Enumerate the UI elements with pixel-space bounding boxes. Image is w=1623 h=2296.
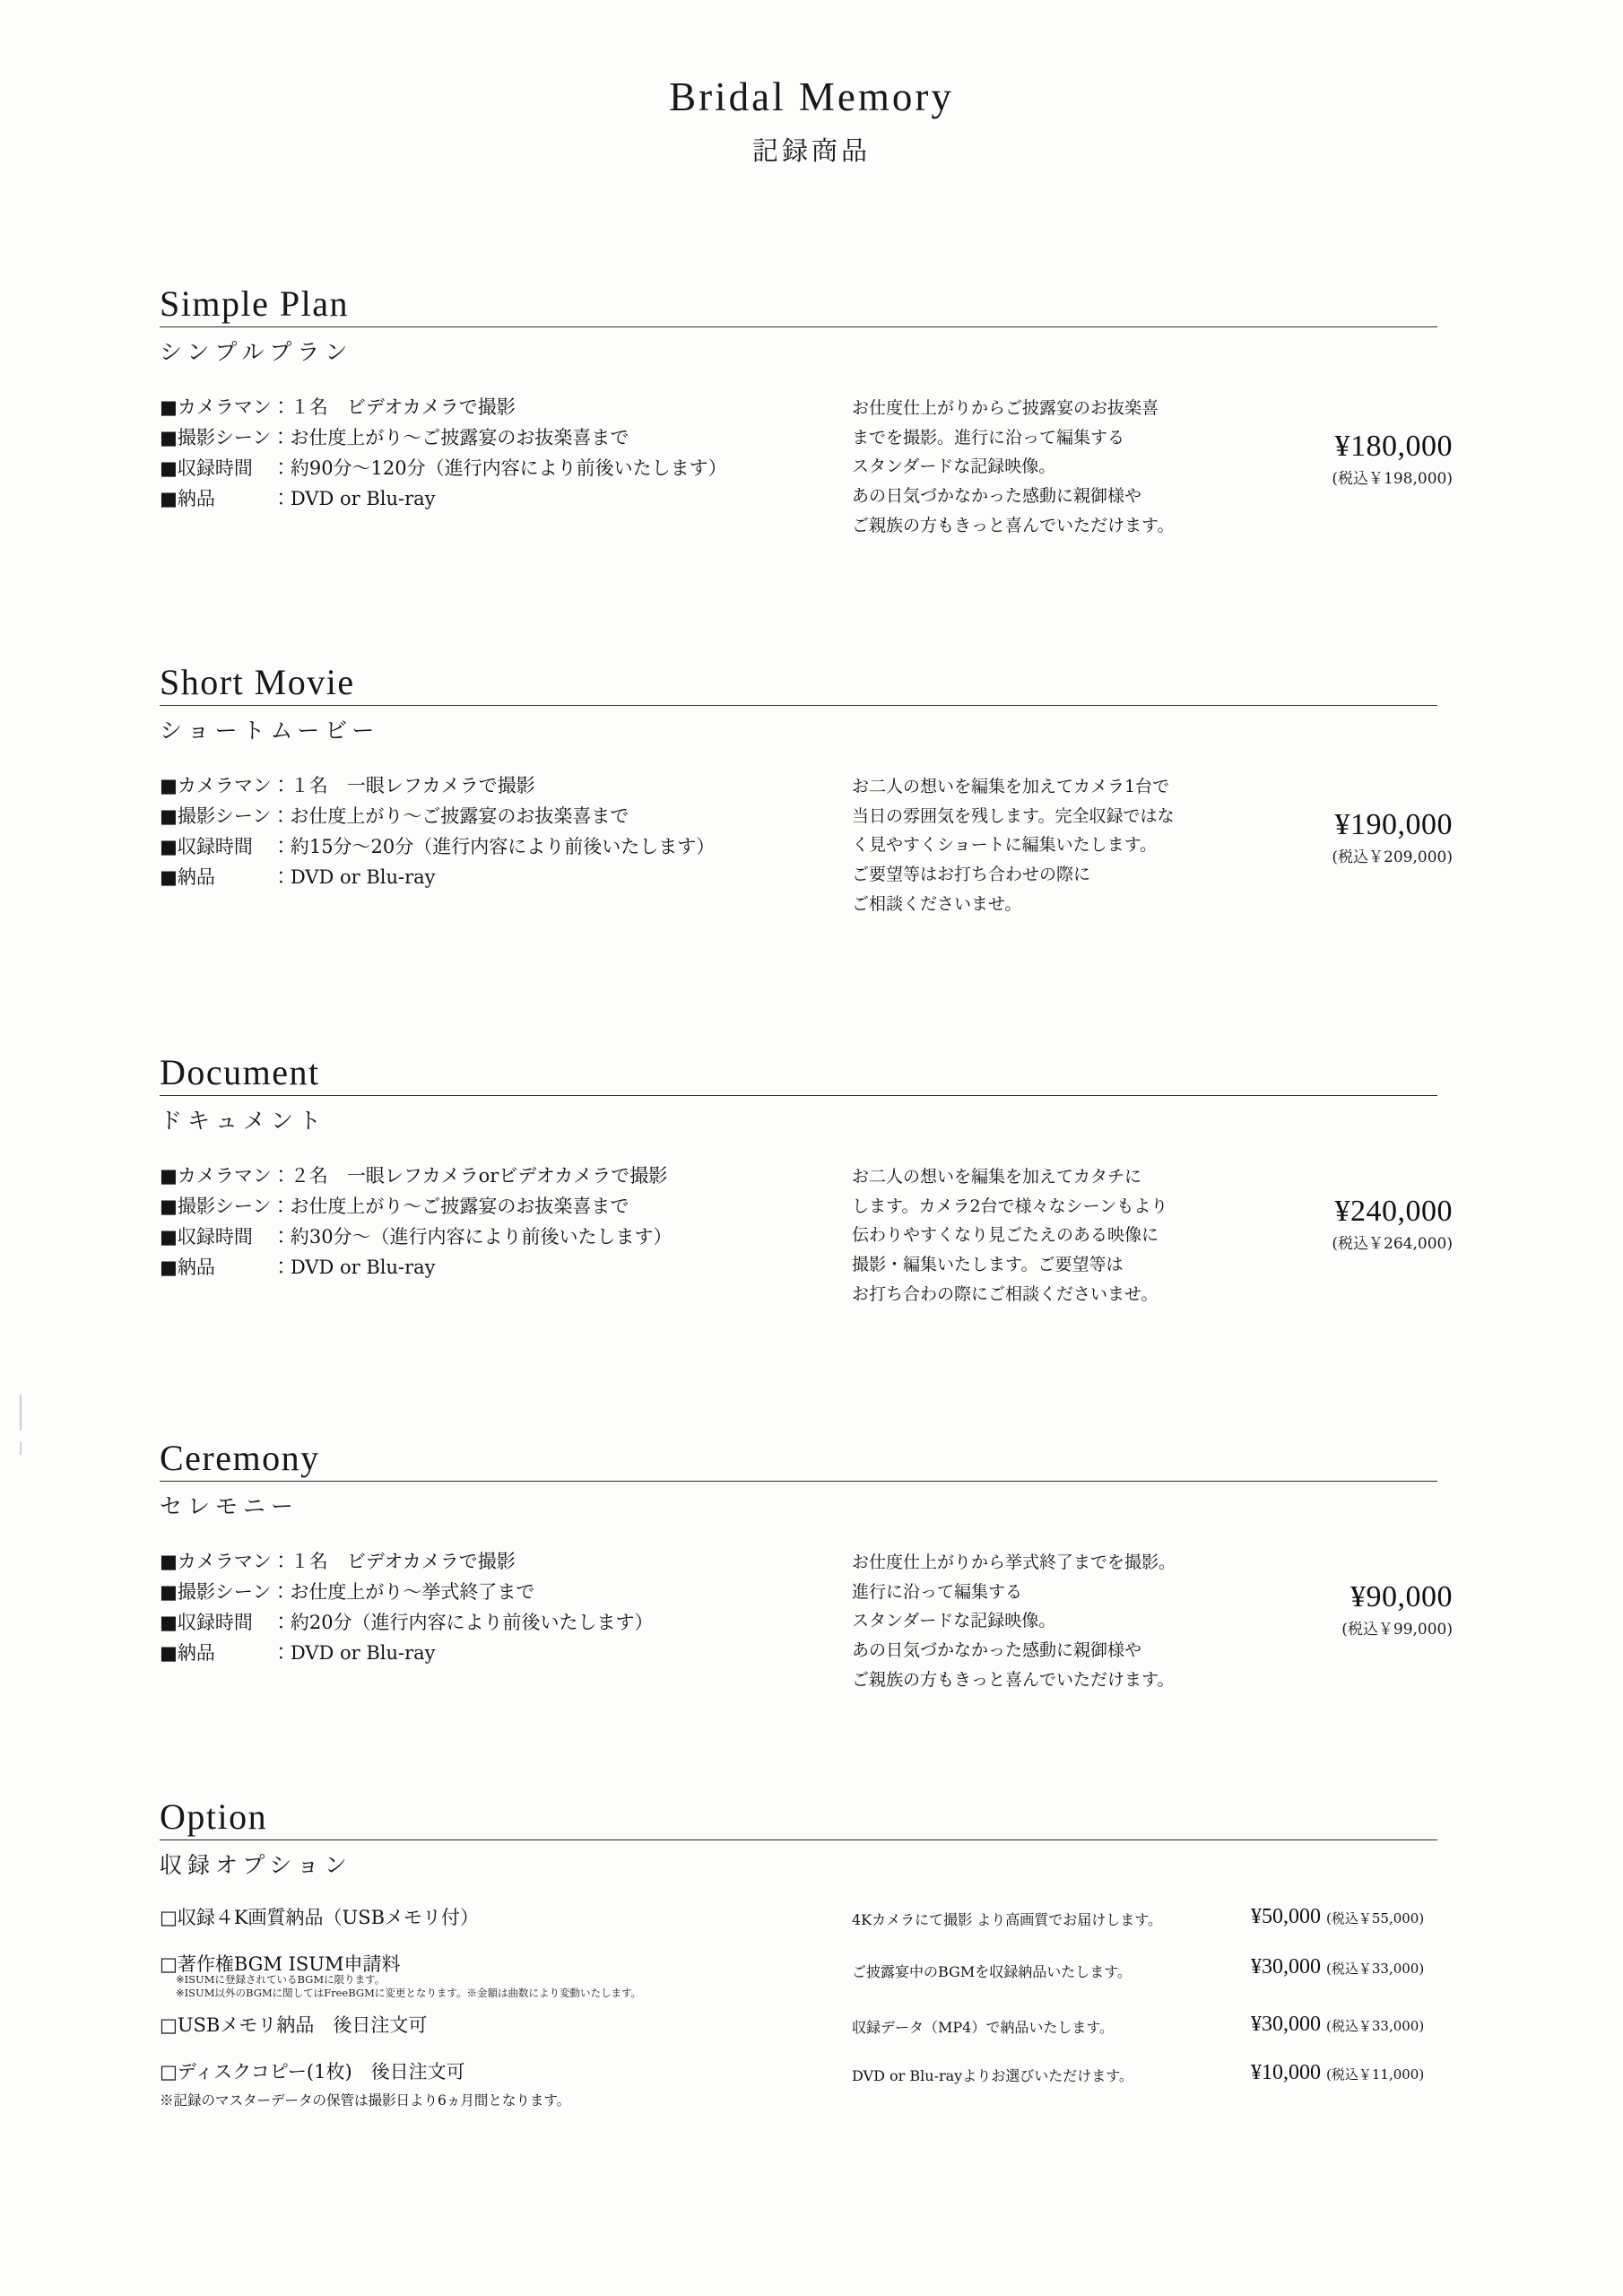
section-divider xyxy=(160,1095,1437,1096)
description-line: お二人の想いを編集を加えてカタチに xyxy=(852,1167,1142,1187)
option-name[interactable]: □USBメモリ納品 後日注文可 xyxy=(160,2014,428,2036)
option-price xyxy=(1251,2013,1424,2037)
spec-list xyxy=(160,1161,841,1283)
section-heading xyxy=(160,1439,1437,1521)
price-amount: ¥180,000 xyxy=(1334,430,1453,463)
price-tax-included: (税込￥198,000) xyxy=(1332,470,1453,488)
option-name[interactable]: □収録４K画質納品（USBメモリ付） xyxy=(160,1907,480,1928)
spec-line: ■撮影シーン：お仕度上がり〜ご披露宴のお抜楽喜まで xyxy=(160,1196,629,1218)
option-price xyxy=(1251,1955,1424,1979)
option-description: 収録データ（MP4）で納品いたします。 xyxy=(852,2019,1115,2036)
section-heading xyxy=(160,1798,1437,1880)
document-header xyxy=(0,0,1623,168)
page-title: Bridal Memory xyxy=(669,74,954,119)
price-block xyxy=(1228,1195,1453,1253)
option-price-tax: (税込￥11,000) xyxy=(1326,2066,1425,2083)
option-price xyxy=(1251,1905,1424,1929)
description-line: お打ち合わの際にご相談くださいませ。 xyxy=(852,1283,1159,1304)
price-block xyxy=(1228,808,1453,866)
price-amount: ¥190,000 xyxy=(1334,808,1453,841)
section-heading xyxy=(160,285,1437,367)
option-price-tax: (税込￥55,000) xyxy=(1326,1910,1425,1926)
spec-line: ■収録時間 ：約15分〜20分（進行内容により前後いたします） xyxy=(160,836,716,858)
description-line: 伝わりやすくなり見ごたえのある映像に xyxy=(852,1225,1159,1246)
section-document xyxy=(0,1054,1623,1331)
scan-edge-mark xyxy=(20,1395,22,1431)
section-title-en: Short Movie xyxy=(160,662,355,702)
description-line: く見やすくショートに編集いたします。 xyxy=(852,835,1158,856)
section-description xyxy=(852,394,1237,540)
price-amount: ¥90,000 xyxy=(1350,1580,1453,1613)
section-option xyxy=(0,1796,1623,2109)
option-price xyxy=(1251,2061,1424,2085)
option-rows xyxy=(0,1903,1623,2109)
description-line: ご親族の方もきっと喜んでいただけます。 xyxy=(852,1669,1175,1690)
spec-list xyxy=(160,770,841,892)
spec-line: ■カメラマン：１名 一眼レフカメラで撮影 xyxy=(160,775,535,796)
price-block xyxy=(1228,1580,1453,1639)
spec-line: ■納品 ：DVD or Blu-ray xyxy=(160,1642,436,1665)
section-body xyxy=(0,1161,1623,1331)
option-name[interactable]: □ディスクコピー(1枚) 後日注文可 xyxy=(160,2061,465,2083)
spec-line: ■カメラマン：２名 一眼レフカメラorビデオカメラで撮影 xyxy=(160,1165,668,1187)
description-line: スタンダードな記録映像。 xyxy=(852,457,1056,477)
option-row[interactable] xyxy=(0,1903,1623,1950)
option-note: ※ISUM以外のBGMに関してはFreeBGMに変更となります。※金額は曲数により変動いたします。 xyxy=(176,1987,642,1999)
description-line: お仕度仕上がりからご披露宴のお抜楽喜 xyxy=(852,398,1159,418)
section-divider xyxy=(160,326,1437,327)
section-body xyxy=(0,392,1623,562)
section-title-jp: 収録オプション xyxy=(160,1852,352,1878)
spec-line: ■撮影シーン：お仕度上がり〜ご披露宴のお抜楽喜まで xyxy=(160,805,629,828)
section-body xyxy=(0,1546,1623,1717)
description-line: ご相談くださいませ。 xyxy=(852,893,1022,914)
section-heading xyxy=(160,1054,1437,1135)
spec-list xyxy=(160,1546,841,1668)
option-price-tax: (税込￥33,000) xyxy=(1326,2018,1425,2034)
section-title-en: Ceremony xyxy=(160,1438,320,1478)
spec-line: ■収録時間 ：約30分〜（進行内容により前後いたします） xyxy=(160,1226,673,1248)
option-name[interactable]: □著作権BGM ISUM申請料 xyxy=(160,1953,401,1975)
option-price-tax: (税込￥33,000) xyxy=(1326,1961,1425,1977)
description-line: あの日気づかなかった感動に親御様や xyxy=(852,486,1142,507)
price-tax-included: (税込￥99,000) xyxy=(1341,1621,1453,1639)
spec-line: ■カメラマン：１名 ビデオカメラで撮影 xyxy=(160,396,516,418)
description-line: 当日の雰囲気を残します。完全収録ではな xyxy=(852,805,1175,826)
spec-line: ■撮影シーン：お仕度上がり〜ご披露宴のお抜楽喜まで xyxy=(160,427,629,449)
section-title-en: Document xyxy=(160,1052,320,1092)
section-ceremony xyxy=(0,1439,1623,1717)
option-price-amount: ¥30,000 xyxy=(1251,1955,1321,1979)
spec-line: ■収録時間 ：約20分（進行内容により前後いたします） xyxy=(160,1612,654,1634)
section-simple-plan xyxy=(0,285,1623,562)
section-description xyxy=(852,1162,1237,1309)
description-line: お仕度仕上がりから挙式終了までを撮影。 xyxy=(852,1552,1176,1572)
option-row[interactable] xyxy=(0,1950,1623,2009)
section-title-jp: セレモニー xyxy=(160,1493,299,1519)
description-line: までを撮影。進行に沿って編集する xyxy=(852,427,1125,448)
section-title-en: Simple Plan xyxy=(160,283,349,324)
description-line: お二人の想いを編集を加えてカメラ1台で xyxy=(852,777,1170,796)
description-line: あの日気づかなかった感動に親御様や xyxy=(852,1640,1142,1661)
section-title-jp: ショートムービー xyxy=(160,718,380,744)
section-short-movie xyxy=(0,664,1623,941)
price-block xyxy=(1228,430,1453,488)
section-divider xyxy=(160,1839,1437,1840)
option-description: ご披露宴中のBGMを収録納品いたします。 xyxy=(852,1963,1132,1980)
spec-line: ■納品 ：DVD or Blu-ray xyxy=(160,488,436,510)
section-title-jp: シンプルプラン xyxy=(160,339,353,365)
section-heading xyxy=(160,664,1437,745)
option-note: ※ISUMに登録されているBGMに限ります。 xyxy=(176,1973,386,1986)
spec-line: ■納品 ：DVD or Blu-ray xyxy=(160,866,436,889)
description-line: します。カメラ2台で様々なシーンもより xyxy=(852,1196,1168,1216)
description-line: 進行に沿って編集する xyxy=(852,1581,1023,1602)
option-description: 4Kカメラにて撮影 より高画質でお届けします。 xyxy=(852,1911,1162,1928)
spec-line: ■カメラマン：１名 ビデオカメラで撮影 xyxy=(160,1551,516,1572)
description-line: スタンダードな記録映像。 xyxy=(852,1611,1056,1631)
spec-line: ■収録時間 ：約90分〜120分（進行内容により前後いたします） xyxy=(160,457,727,480)
option-footnote: ※記録のマスターデータの保管は撮影日より6ヵ月間となります。 xyxy=(160,2092,571,2109)
section-title-en: Option xyxy=(160,1796,268,1837)
section-description xyxy=(852,772,1237,918)
spec-line: ■納品 ：DVD or Blu-ray xyxy=(160,1257,436,1279)
spec-list xyxy=(160,392,841,514)
price-tax-included: (税込￥264,000) xyxy=(1332,1235,1453,1253)
option-price-amount: ¥50,000 xyxy=(1251,1905,1321,1928)
section-divider xyxy=(160,705,1437,706)
description-line: ご親族の方もきっと喜んでいただけます。 xyxy=(852,515,1175,535)
section-body xyxy=(0,770,1623,941)
price-tax-included: (税込￥209,000) xyxy=(1332,848,1453,866)
description-line: 撮影・編集いたします。ご要望等は xyxy=(852,1255,1124,1275)
option-description: DVD or Blu-rayよりお選びいただけます。 xyxy=(852,2067,1133,2084)
option-price-amount: ¥30,000 xyxy=(1251,2013,1321,2036)
section-divider xyxy=(160,1481,1437,1482)
section-description xyxy=(852,1548,1237,1694)
price-amount: ¥240,000 xyxy=(1334,1195,1453,1228)
description-line: ご要望等はお打ち合わせの際に xyxy=(852,865,1091,885)
page-subtitle: 記録商品 xyxy=(751,135,871,166)
option-price-amount: ¥10,000 xyxy=(1251,2061,1321,2084)
option-row[interactable] xyxy=(0,2009,1623,2056)
spec-line: ■撮影シーン：お仕度上がり〜挙式終了まで xyxy=(160,1581,535,1604)
section-title-jp: ドキュメント xyxy=(160,1108,327,1134)
